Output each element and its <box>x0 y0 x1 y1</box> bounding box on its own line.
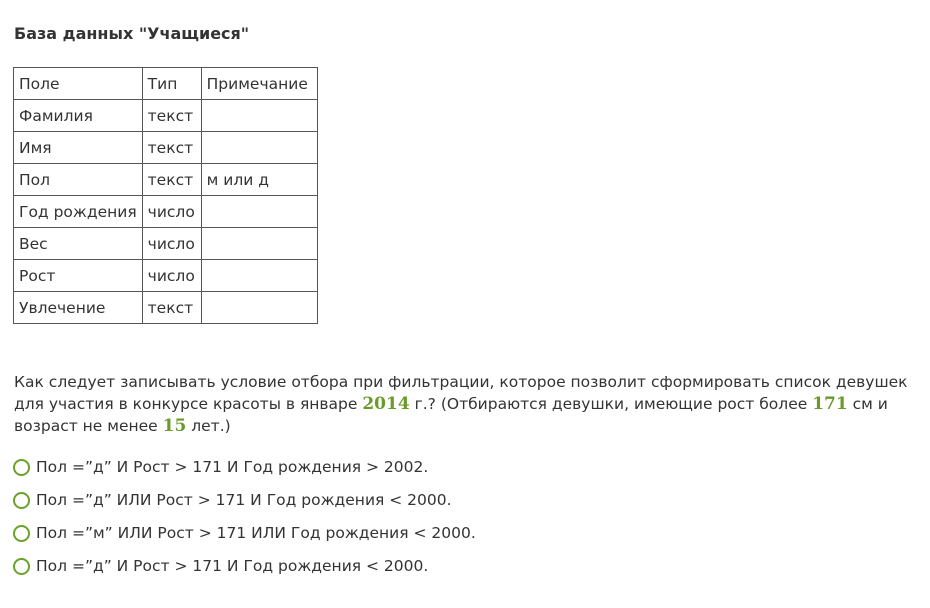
table-row <box>14 100 318 132</box>
table-row <box>14 164 318 196</box>
table-cell: м или д <box>201 164 317 196</box>
table-cell: текст <box>142 292 201 324</box>
answer-option-label: Пол =”д” И Рост > 171 И Год рождения > 2002. <box>36 458 429 476</box>
answer-options <box>13 456 476 588</box>
table-cell <box>201 260 317 292</box>
radio-button-icon[interactable] <box>13 525 30 542</box>
question-part: г.? (Отбираются девушки, имеющие рост более <box>409 394 813 413</box>
table-cell: число <box>142 196 201 228</box>
table-cell <box>201 100 317 132</box>
table-header-row <box>14 68 318 100</box>
table-header-cell: Поле <box>14 68 143 100</box>
table-header-cell: Тип <box>142 68 201 100</box>
question-text <box>14 371 914 437</box>
table-cell: число <box>142 260 201 292</box>
question-part: Как следует записывать условие отбора при фильтрации, которое позволит сформировать список девушек для участия в конкурсе красоты в январе <box>14 372 908 413</box>
table-cell: число <box>142 228 201 260</box>
table-cell <box>201 228 317 260</box>
page-title: База данных "Учащиеся" <box>14 24 250 43</box>
answer-option-label: Пол =”д” ИЛИ Рост > 171 И Год рождения < 2000. <box>36 491 452 509</box>
age-number: 15 <box>162 415 187 436</box>
table-header-cell: Примечание <box>201 68 317 100</box>
table-cell: Увлечение <box>14 292 143 324</box>
table-cell: текст <box>142 100 201 132</box>
answer-option-1[interactable] <box>13 456 476 478</box>
radio-button-icon[interactable] <box>13 459 30 476</box>
question-part: лет.) <box>186 416 231 435</box>
table-cell <box>201 196 317 228</box>
table-cell: Имя <box>14 132 143 164</box>
table-cell: текст <box>142 132 201 164</box>
table-cell: Пол <box>14 164 143 196</box>
fields-table <box>13 67 318 324</box>
answer-option-label: Пол =”м” ИЛИ Рост > 171 ИЛИ Год рождения < 2000. <box>36 524 476 542</box>
table-cell: Вес <box>14 228 143 260</box>
radio-button-icon[interactable] <box>13 492 30 509</box>
answer-option-4[interactable] <box>13 555 476 577</box>
table-cell: Фамилия <box>14 100 143 132</box>
question-part: см и возраст не менее <box>14 394 888 435</box>
table-row <box>14 132 318 164</box>
year-number: 2014 <box>362 393 410 414</box>
radio-button-icon[interactable] <box>13 558 30 575</box>
table-row <box>14 228 318 260</box>
table-cell: Год рождения <box>14 196 143 228</box>
answer-option-3[interactable] <box>13 522 476 544</box>
answer-option-label: Пол =”д” И Рост > 171 И Год рождения < 2000. <box>36 557 429 575</box>
table-row <box>14 292 318 324</box>
table-row <box>14 196 318 228</box>
height-number: 171 <box>812 393 848 414</box>
table-row <box>14 260 318 292</box>
table-cell <box>201 132 317 164</box>
answer-option-2[interactable] <box>13 489 476 511</box>
table-cell: Рост <box>14 260 143 292</box>
table-cell: текст <box>142 164 201 196</box>
table-cell <box>201 292 317 324</box>
